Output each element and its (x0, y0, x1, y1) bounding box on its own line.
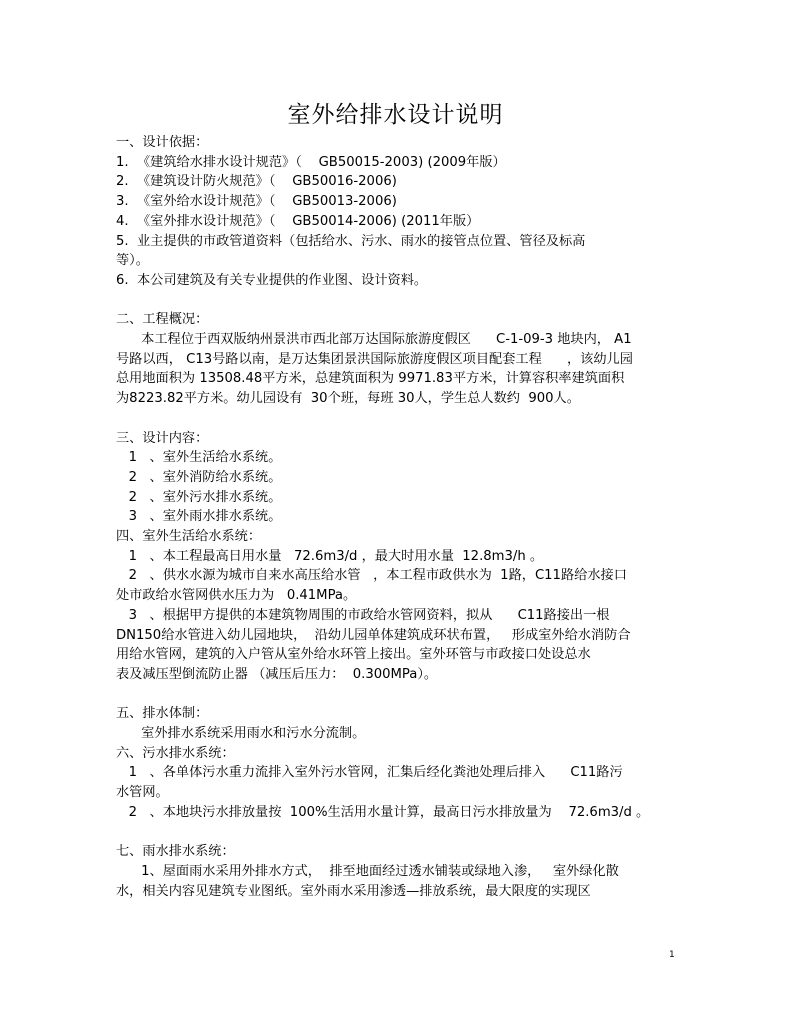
page-title: 室外给排水设计说明 (287, 102, 504, 128)
text-line: 1 、本工程最高日用水量 72.6m3/d ，最大时用水量 12.8m3/h 。 (116, 548, 544, 564)
text-line: 五、排水体制： (116, 706, 209, 722)
text-line: 水管网。 (116, 785, 169, 801)
text-line: 一、设计依据： (116, 135, 209, 150)
text-line: 2 、供水水源为城市自来水高压给水管 ，本工程市政供水为 1路，C11路给水接口 (116, 568, 627, 584)
text-line: 四、室外生活给水系统： (116, 529, 262, 544)
text-line: 3 、根据甲方提供的本建筑物周围的市政给水管网资料，拟从 C11路接出一根 (116, 607, 610, 623)
text-line: 表及减压型倒流防止器 （减压后压力： 0.300MPa）。 (116, 666, 438, 682)
text-line: 3. 《室外给水设计规范》（ GB50013-2006) (116, 194, 397, 210)
text-line: 用给水管网，建筑的入户管从室外给水环管上接出。室外环管与市政接口处设总水 (116, 647, 591, 663)
text-line: 5. 业主提供的市政管道资料（包括给水、污水、雨水的接管点位置、管径及标高 (116, 233, 586, 249)
text-line: 4. 《室外排水设计规范》（ GB50014-2006) (2011年版） (116, 213, 480, 229)
text-line: 七、雨水排水系统： (116, 844, 235, 860)
text-line: 2 、室外污水排水系统。 (116, 489, 282, 505)
text-line: DN150给水管进入幼儿园地块， 沿幼儿园单体建筑成环状布置， 形成室外给水消防合 (116, 627, 631, 643)
text-line: 室外排水系统采用雨水和污水分流制。 (116, 726, 366, 741)
text-line: 2 、本地块污水排放量按 100%生活用水量计算，最高日污水排放量为 72.6m3/d 。 (116, 804, 650, 820)
text-line: 等）。 (116, 253, 149, 269)
text-line: 三、设计内容： (116, 430, 209, 446)
text-line: 3 、室外雨水排水系统。 (116, 509, 282, 525)
text-line: 处市政给水管网供水压力为 0.41MPa。 (116, 588, 357, 604)
text-line: 1 、各单体污水重力流排入室外污水管网，汇集后经化粪池处理后排入 C11路污 (116, 765, 623, 781)
page-number: 1 (669, 950, 675, 960)
text-line: 1. 《建筑给水排水设计规范》（ GB50015-2003) (2009年版） (116, 154, 506, 170)
text-line: 水，相关内容见建筑专业图纸。室外雨水采用渗透—排放系统，最大限度的实现区 (116, 883, 591, 899)
text-line: 二、工程概况： (116, 312, 209, 328)
text-line: 6. 本公司建筑及有关专业提供的作业图、设计资料。 (116, 272, 428, 288)
text-line: 总用地面积为 13508.48平方米，总建筑面积为 9971.83平方米，计算容积率建筑面积 (116, 371, 625, 387)
text-line: 1、屋面雨水采用外排水方式， 排至地面经过透水铺装或绿地入渗， 室外绿化散 (116, 863, 619, 879)
text-line: 本工程位于西双版纳州景洪市西北部万达国际旅游度假区 C-1-09-3 地块内， A1 (116, 332, 632, 347)
text-line: 号路以西， C13号路以南，是万达集团景洪国际旅游度假区项目配套工程 ，该幼儿园 (116, 351, 633, 367)
text-line: 2. 《建筑设计防火规范》（ GB50016-2006) (116, 174, 397, 190)
text-line: 六、污水排水系统： (116, 745, 235, 761)
text-line: 1 、室外生活给水系统。 (116, 450, 282, 466)
text-line: 2 、室外消防给水系统。 (116, 469, 282, 485)
text-line: 为8223.82平方米。幼儿园设有 30个班，每班 30人，学生总人数约 900人。 (116, 391, 580, 407)
